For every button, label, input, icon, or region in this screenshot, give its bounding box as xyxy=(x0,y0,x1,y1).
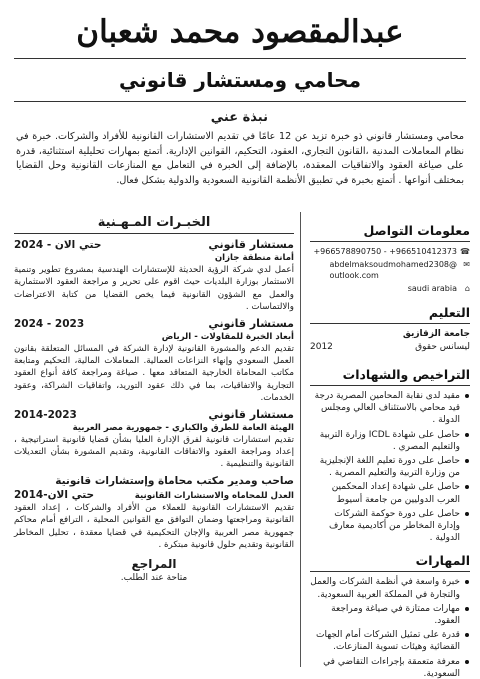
job-desc: تقديم الاستشارات القانونية للعملاء من الأفراد والشركات ، إعداد العقود القانونية ومراجعتها وضمان التوافق مع القوانين المحلية ، الترافع أمام محاكم جمهورية مصر العربية والإجان التحكيمية في قضايا معقدة ، تحليل المخاطر القانونية وتقديم حلول قانونية مبتكرة . xyxy=(14,502,294,551)
list-item: حاصل على دورة حوكمة الشركات وإدارة المخاطر من أكاديمية معارف الدولية . xyxy=(310,508,470,545)
degree-name: ليسانس حقوق xyxy=(415,342,470,352)
experience-heading-rule xyxy=(14,233,294,234)
licenses-heading: التراخيص والشهادات xyxy=(342,367,470,382)
contact-phone xyxy=(310,246,470,257)
title-divider xyxy=(14,101,466,102)
job-role: مستشار قانوني xyxy=(208,238,294,251)
licenses-list xyxy=(310,390,470,544)
job-entry xyxy=(14,474,294,552)
contact-heading: معلومات التواصل xyxy=(363,223,470,238)
job-date: حتي الان - 2024 xyxy=(14,239,102,251)
job-entry xyxy=(14,317,294,405)
sidebar-column xyxy=(310,212,470,679)
job-entry xyxy=(14,408,294,471)
email-line-2: outlook.com xyxy=(329,271,379,280)
list-item: معرفة متعمقة بإجراءات التقاضي في السعودية. xyxy=(310,656,470,679)
email-text[interactable] xyxy=(329,259,457,281)
contact-email xyxy=(310,259,470,281)
list-item: قدرة على تمثيل الشركات أمام الجهات القضائية وهيئات تسوية المنازعات. xyxy=(310,629,470,653)
experience-heading: الخبـرات المـهـنية xyxy=(97,215,211,230)
education-heading-rule xyxy=(310,323,470,324)
list-item: مقيد لدى نقابة المحامين المصرية درجة قيد محامي بالاستئناف العالي ومجلس الدولة . xyxy=(310,390,470,427)
location-icon: ⌂ xyxy=(464,284,470,293)
references-text: متاحة عند الطلب. xyxy=(120,572,188,583)
list-item: مهارات ممتازة في صياغة ومراجعة العقود. xyxy=(310,603,470,627)
skills-heading-rule xyxy=(310,571,470,572)
person-name: عبدالمقصود محمد شعبان xyxy=(76,14,404,50)
job-org: العدل للمحاماه والاستشارات القانونية xyxy=(134,490,294,501)
column-divider xyxy=(300,212,301,667)
job-org: أبعاد الخبرة للمقاولات - الرياض xyxy=(161,331,294,342)
email-line-1: abdelmaksoudmohamed2308@ xyxy=(329,260,457,269)
job-desc: تقديم الدعم والمشورة القانونية لإدارة الشركة في المسائل المتعلقة بقانون العمل السعودي وإنهاء النزاعات العمالية. المعاملات المالية، التحكيم ومتابعة مكاتب المحاماة الخارجية المتعاقد معها . صياغة ومراجعة كافة أنواع العقود التجارية والاتفاقيات، بما في ذلك عقود التوريد، واتفاقيات الشراكة، وعقود الخدمات. xyxy=(14,343,294,404)
job-role: مستشار قانوني xyxy=(208,407,294,421)
contact-heading-rule xyxy=(310,241,470,242)
job-title: محامي ومستشار قانوني xyxy=(119,68,361,92)
education-heading: التعليم xyxy=(428,305,470,320)
references-heading: المراجع xyxy=(131,556,177,571)
job-date: 2023 - 2024 xyxy=(14,317,85,330)
phone-icon: ☎ xyxy=(460,247,470,256)
graduation-year: 2012 xyxy=(310,342,333,352)
university-name: جامعة الزقازيق xyxy=(402,329,470,339)
about-heading: نبذة عني xyxy=(210,110,268,125)
header-divider xyxy=(14,58,466,59)
job-org: أمانة منطقة جازان xyxy=(214,253,294,263)
job-date: حتي الان-2014 xyxy=(14,488,95,501)
job-desc: أعمل لدي شركة الرؤية الحديثة للإستشارات الهندسية بمشروع تطوير وتنمية الاستثمار بوزارة البلديات حيث اقوم على تحرير و مراجعة العقود الاستثمارية والعمل مع الشؤون القانونية فيما يخص القضايا من كتابة الاعتراضات والالتماسات . xyxy=(14,265,294,313)
list-item: حاصل على شهادة ICDL وزارة التربية والتعليم المصري . xyxy=(310,429,470,453)
job-org: الهيئة العامة للطرق والكباري - جمهورية مصر العربية xyxy=(72,422,294,433)
contact-location xyxy=(310,283,470,294)
licenses-heading-rule xyxy=(310,385,470,386)
email-icon: ✉ xyxy=(463,260,470,269)
skills-heading: المهارات xyxy=(415,553,470,569)
phone-text[interactable]: +966578890750 - +966510412373 xyxy=(313,247,457,256)
job-date: 2014-2023 xyxy=(14,408,77,421)
list-item: حاصل على شهادة إعداد المحكمين العرب الدوليين من جامعة أسيوط xyxy=(310,481,470,505)
list-item: حاصل على دورة تعليم اللغة الإنجليزية من وزارة التربية والتعليم المصرية . xyxy=(310,455,470,479)
skills-list xyxy=(310,576,470,679)
experience-column xyxy=(14,214,294,585)
job-role: صاحب ومدير مكتب محاماة وإستشارات قانونية xyxy=(55,474,294,487)
about-text: محامي ومستشار قانوني ذو خبرة تزيد عن 12 عامًا في تقديم الاستشارات القانونية للأفراد والشركات. خبرة في نظام المعاملات المدنية ،القانون التجاري، العقود، التحكيم، القوانين الإدارية. أتمتع بمهارات تحليلية استثنائية، قدرة على صياغة العقود والاتفاقيات المعقدة، بالإضافة إلى الخبرة في التعامل مع المنازعات القانونية وحل القضايا بمختلف أنواعها . أتمتع بخبرة في تطبيق الأنظمة القانونية السعودية والدولية بشكل فعال. xyxy=(16,131,464,186)
education-entry xyxy=(310,328,470,354)
location-text: saudi arabia xyxy=(407,284,457,293)
list-item: خبرة واسعة في أنظمة الشركات والعمل والتجارة في المملكة العربية السعودية. xyxy=(310,576,470,600)
job-entry xyxy=(14,238,294,314)
job-role: مستشار قانوني xyxy=(208,316,294,330)
job-desc: تقديم استشارات قانونية لفرق الإدارة العليا بشأن قضايا قانونية استراتيجية ، إعداد ومراجعة العقود والاتفاقات القانونية، وتقديم المشورة بشأن التعديلات القانونية والتنظيمية . xyxy=(14,434,294,470)
